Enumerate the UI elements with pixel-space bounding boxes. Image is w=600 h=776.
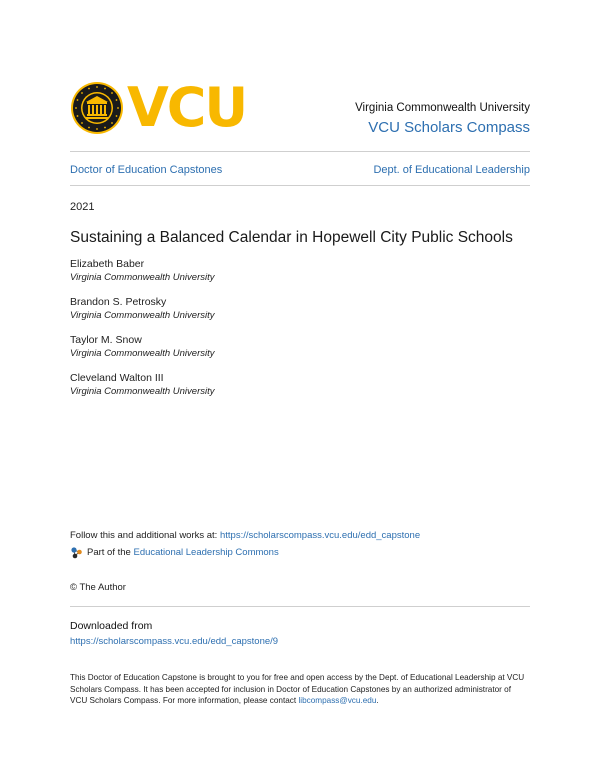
notice-end: .	[376, 696, 379, 705]
downloaded-url-link[interactable]: https://scholarscompass.vcu.edu/edd_capstone/9	[70, 636, 279, 647]
author-affiliation: Virginia Commonwealth University	[70, 386, 215, 397]
access-notice	[70, 672, 530, 707]
author-name: Cleveland Walton III	[70, 372, 164, 384]
author-entry	[70, 258, 215, 284]
contact-email-link[interactable]: libcompass@vcu.edu	[298, 696, 377, 705]
commons-link[interactable]: Educational Leadership Commons	[133, 547, 279, 558]
repository-name[interactable]: VCU Scholars Compass	[368, 119, 530, 136]
author-name: Brandon S. Petrosky	[70, 296, 167, 308]
divider	[70, 151, 530, 152]
copyright-notice: © The Author	[70, 582, 126, 593]
commons-line	[70, 546, 279, 559]
university-seal-icon	[70, 81, 124, 135]
publication-year: 2021	[70, 201, 95, 213]
author-entry	[70, 296, 215, 322]
notice-text: This Doctor of Education Capstone is brought to you for free and open access by the Dept. of Educational Leadership at VCU Scholars Compass. It has been accepted for inclusion in Doctor of Education Capstones by an authorized administrator of VCU Scholars Compass. For more information, please contact	[70, 673, 525, 705]
follow-url-link[interactable]: https://scholarscompass.vcu.edu/edd_capstone	[219, 530, 421, 541]
author-name: Elizabeth Baber	[70, 258, 145, 270]
network-commons-icon	[70, 546, 83, 559]
follow-label: Follow this and additional works at:	[70, 530, 220, 541]
author-affiliation: Virginia Commonwealth University	[70, 272, 215, 283]
downloaded-heading: Downloaded from	[70, 620, 153, 632]
follow-line	[70, 530, 420, 541]
author-affiliation: Virginia Commonwealth University	[70, 348, 215, 359]
divider	[70, 185, 530, 186]
author-list	[70, 258, 215, 410]
author-entry	[70, 372, 215, 398]
vcu-wordmark: VCU	[127, 76, 247, 139]
author-name: Taylor M. Snow	[70, 334, 142, 346]
department-link[interactable]: Dept. of Educational Leadership	[373, 164, 530, 176]
divider	[70, 606, 530, 607]
capstones-link[interactable]: Doctor of Education Capstones	[70, 164, 223, 176]
institution-block	[355, 102, 530, 136]
vcu-logo	[70, 76, 247, 139]
author-entry	[70, 334, 215, 360]
part-of-label: Part of the	[87, 547, 131, 558]
document-title: Sustaining a Balanced Calendar in Hopewell City Public Schools	[70, 229, 513, 246]
author-affiliation: Virginia Commonwealth University	[70, 310, 215, 321]
institution-name: Virginia Commonwealth University	[355, 102, 530, 114]
